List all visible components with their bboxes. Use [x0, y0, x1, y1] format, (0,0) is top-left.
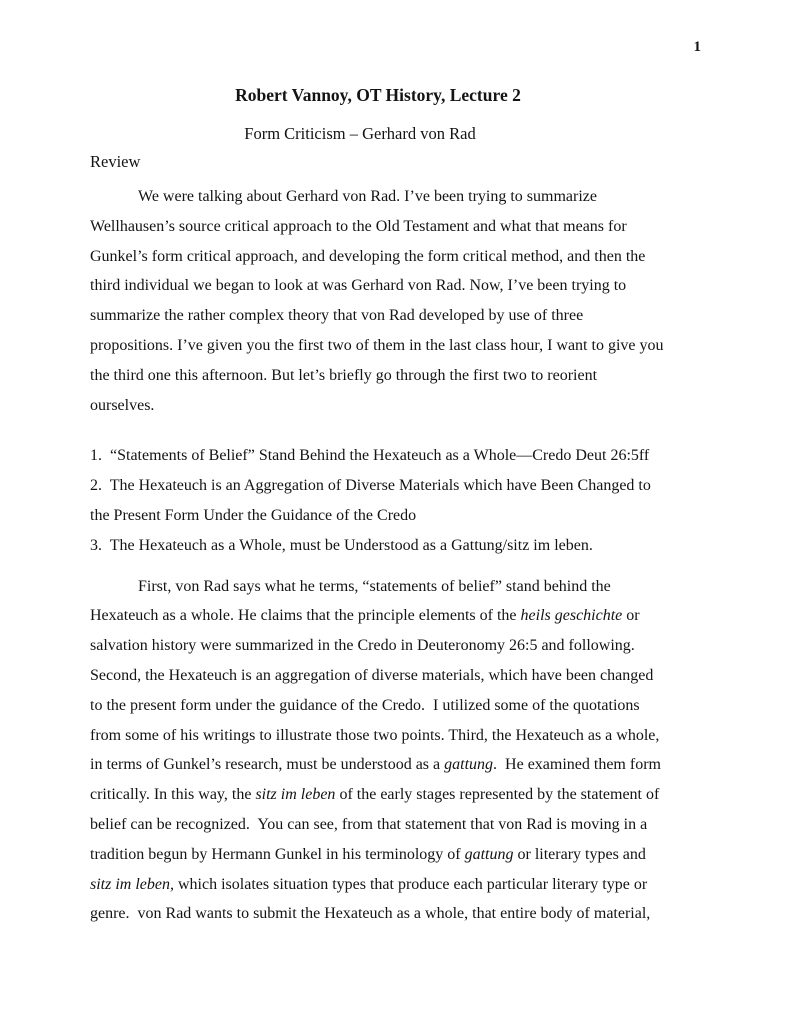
lecture-subtitle: Form Criticism – Gerhard von Rad [244, 124, 476, 143]
text-line [90, 391, 710, 421]
italic-term: sitz im leben [255, 786, 336, 804]
text-segment: third individual we began to look at was Gerhard von Rad. Now, I’ve been trying to [90, 277, 627, 295]
italic-term: heils geschichte [520, 607, 623, 625]
text-line [90, 899, 710, 929]
text-segment: Wellhausen’s source critical approach to the Old Testament and what that means for [90, 217, 627, 235]
text-segment: to the present form under the guidance of the Credo. I utilized some of the quotations [90, 696, 640, 714]
text-segment: tradition begun by Hermann Gunkel in his terminology of [90, 845, 465, 863]
text-line [90, 331, 710, 361]
text-line [90, 242, 710, 272]
text-line [90, 471, 710, 501]
paragraph-1 [90, 182, 710, 420]
text-segment: salvation history were summarized in the Credo in Deuteronomy 26:5 and following. [90, 637, 635, 655]
italic-term: gattung [464, 845, 514, 863]
text-segment: propositions. I’ve given you the first two of them in the last class hour, I want to give you [90, 336, 664, 354]
text-line [90, 810, 710, 840]
text-line [90, 870, 710, 900]
document-body [90, 182, 710, 929]
italic-term: sitz im leben, [90, 875, 174, 893]
text-line [90, 271, 710, 301]
text-segment: 2. The Hexateuch is an Aggregation of Diverse Materials which have Been Changed to [90, 477, 651, 495]
text-line [90, 531, 710, 561]
text-segment: First, von Rad says what he terms, “statements of belief” stand behind the [138, 577, 611, 595]
text-line [90, 301, 710, 331]
text-line [90, 601, 710, 631]
text-segment: which isolates situation types that produce each particular literary type or [174, 875, 648, 893]
text-segment: the third one this afternoon. But let’s briefly go through the first two to reorient [90, 366, 598, 384]
paragraph-2 [90, 572, 710, 930]
text-line [90, 840, 710, 870]
text-line [90, 780, 710, 810]
text-segment: from some of his writings to illustrate those two points. Third, the Hexateuch as a whole, [90, 726, 660, 744]
text-segment: . He examined them form [493, 756, 661, 774]
text-line [90, 182, 710, 212]
text-segment: of the early stages represented by the statement of [335, 786, 660, 804]
lecture-title: Robert Vannoy, OT History, Lecture 2 [235, 85, 521, 105]
text-segment: in terms of Gunkel’s research, must be understood as a [90, 756, 445, 774]
text-line [90, 212, 710, 242]
text-segment: belief can be recognized. You can see, from that statement that von Rad is moving in a [90, 815, 648, 833]
text-line [90, 572, 710, 602]
text-segment: Gunkel’s form critical approach, and developing the form critical method, and then the [90, 247, 646, 265]
text-segment: We were talking about Gerhard von Rad. I’ve been trying to summarize [138, 188, 597, 205]
text-line [90, 691, 710, 721]
italic-term: gattung [444, 756, 494, 774]
text-segment: 3. The Hexateuch as a Whole, must be Understood as a Gattung/sitz im leben. [90, 536, 593, 554]
text-line [90, 631, 710, 661]
text-line [90, 721, 710, 751]
page-number: 1 [693, 39, 701, 55]
page-content [90, 0, 710, 929]
text-segment: ourselves. [90, 396, 155, 414]
text-line [90, 501, 710, 531]
text-line [90, 750, 710, 780]
text-segment: genre. von Rad wants to submit the Hexateuch as a whole, that entire body of material, [90, 905, 651, 923]
text-line [90, 361, 710, 391]
text-segment: 1. “Statements of Belief” Stand Behind the Hexateuch as a Whole—Credo Deut 26:5ff [90, 447, 650, 465]
text-segment: critically. In this way, the [90, 786, 256, 804]
text-segment: or literary types and [513, 845, 646, 863]
text-segment: summarize the rather complex theory that von Rad developed by use of three [90, 307, 584, 325]
text-segment: the Present Form Under the Guidance of the Credo [90, 506, 417, 524]
text-segment: Hexateuch as a whole. He claims that the principle elements of the [90, 607, 521, 625]
proposition-list [90, 441, 710, 560]
text-segment: or [622, 607, 640, 625]
text-line [90, 661, 710, 691]
section-heading-review: Review [90, 152, 141, 171]
text-line [90, 441, 710, 471]
text-segment: Second, the Hexateuch is an aggregation of diverse materials, which have been changed [90, 666, 654, 684]
